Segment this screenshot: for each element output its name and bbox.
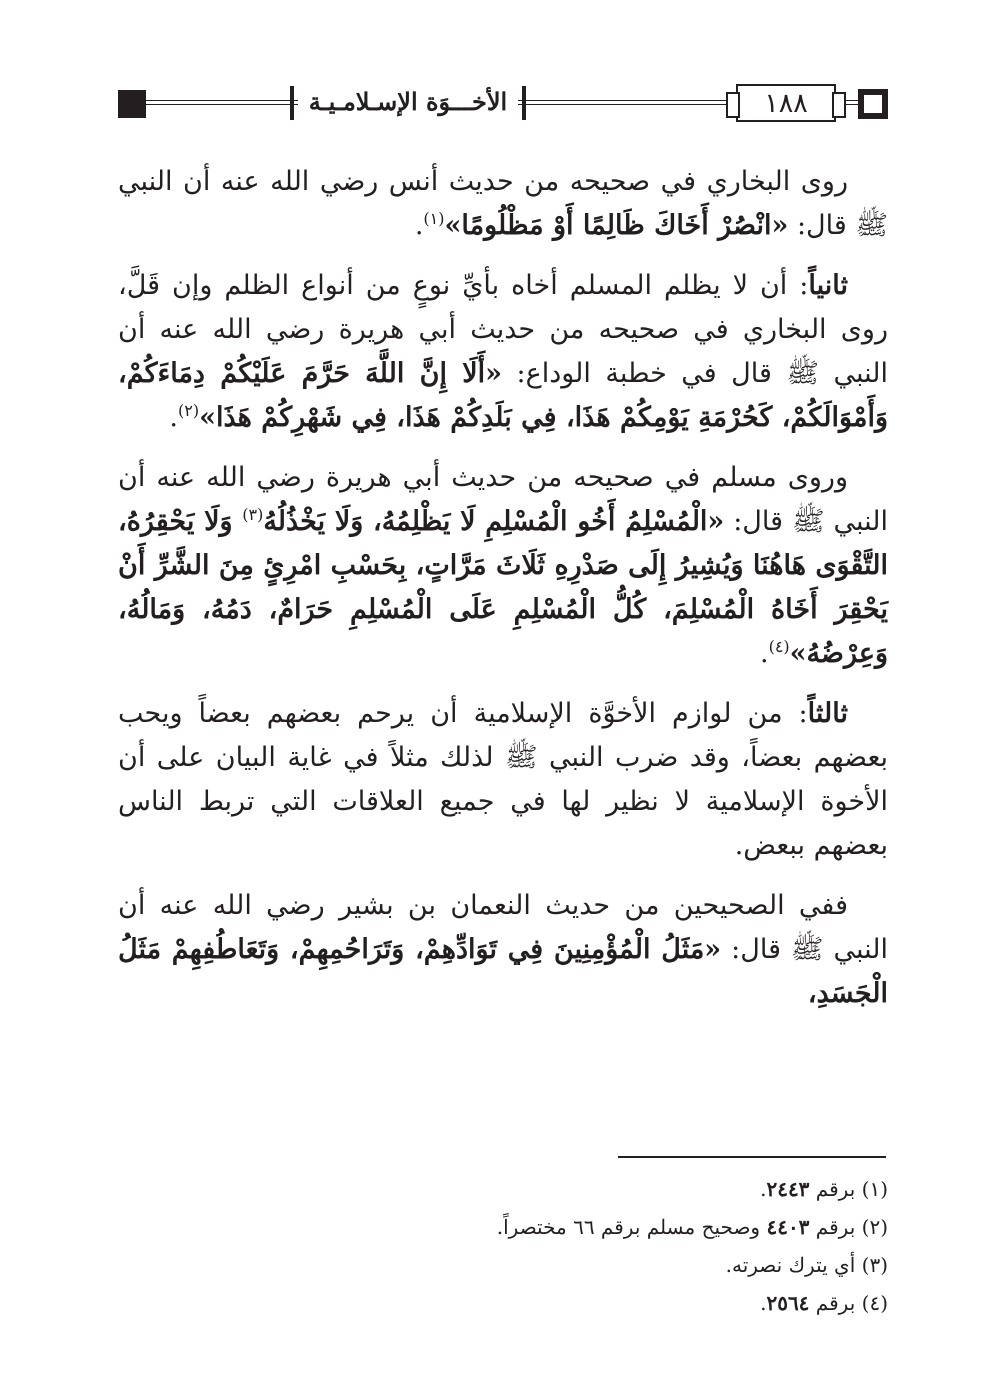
footnote-label: (٣)	[861, 1253, 888, 1277]
footnote-text: برقم	[815, 1215, 856, 1239]
footnote	[118, 1208, 888, 1246]
footnote-number: ٢٤٤٣	[766, 1177, 810, 1201]
footnote-text: أي يترك نصرته.	[725, 1253, 856, 1277]
footnote	[118, 1284, 888, 1322]
text-run: ففي الصحيحين من حديث النعمان بن بشير رضي الله عنه أن النبي ﷺ قال:	[118, 890, 888, 965]
header-divider-bar	[522, 86, 526, 120]
paragraph	[118, 264, 888, 440]
footnote-text: برقم	[815, 1177, 856, 1201]
hadith-quote: «انْصُرْ أَخَاكَ ظَالِمًا أَوْ مَظْلُومًا»	[444, 210, 789, 241]
page-number: ١٨٨	[764, 88, 808, 119]
page-number-frame	[736, 84, 836, 122]
footnote-number: ٤٤٠٣	[766, 1215, 810, 1239]
footnote-label: (١)	[861, 1177, 888, 1201]
header-ornament-square-outline	[858, 89, 888, 119]
text-run: .	[169, 402, 178, 433]
footnote-text: .	[760, 1291, 767, 1315]
footnote-ref[interactable]: (٣)	[242, 505, 264, 524]
footnote-text: برقم	[815, 1291, 856, 1315]
paragraph	[118, 160, 888, 248]
text-run: .	[414, 210, 424, 241]
hadith-quote: «أَلَا إِنَّ اللَّهَ حَرَّمَ عَلَيْكُمْ دِمَاءَكُمْ، وَأَمْوَالَكُمْ، كَحُرْمَةِ يَوْمِكُمْ هَذَا، فِي بَلَدِكُمْ هَذَا، فِي شَهْرِكُمْ هَذَا»	[118, 358, 888, 433]
header-divider-bar	[290, 86, 294, 120]
footnote-label: (٢)	[861, 1215, 888, 1239]
footnotes	[118, 1170, 888, 1322]
footnote-number: ٢٥٦٤	[766, 1291, 810, 1315]
footnote-ref[interactable]: (٢)	[178, 401, 200, 420]
footnote-ref[interactable]: (١)	[423, 209, 445, 228]
page-header	[118, 84, 888, 124]
header-rule-left	[146, 100, 298, 105]
paragraph	[118, 884, 888, 1016]
text-run: : أن لا يظلم المسلم أخاه بأيِّ نوعٍ من أنواع الظلم وإن قَلَّ، روى البخاري في صحيحه من حديث أبي هريرة رضي الله عنه أن النبي ﷺ قال في خطبة الوداع:	[118, 270, 889, 389]
text-run: : من لوازم الأخوَّة الإسلامية أن يرحم بعضهم بعضاً ويحب بعضهم بعضاً، وقد ضرب النبي ﷺ لذلك مثلاً في غاية البيان على أن الأخوة الإسلامية لا نظير لها في جميع العلاقات التي تربط الناس بعضهم ببعض.	[118, 698, 888, 861]
footnote	[118, 1246, 888, 1284]
section-ordinal: ثالثاً	[807, 698, 848, 729]
text-run: وروى مسلم في صحيحه من حديث أبي هريرة رضي الله عنه أن النبي ﷺ قال:	[118, 462, 888, 537]
footnote-text: .	[760, 1177, 767, 1201]
running-title: الأخـــوَة الإسـلامـيـة	[298, 84, 518, 122]
footnote-ref[interactable]: (٤)	[768, 637, 790, 656]
header-ornament-square-solid	[118, 90, 146, 118]
hadith-quote: «الْمُسْلِمُ أَخُو الْمُسْلِمِ لَا يَظْلِمُهُ، وَلَا يَخْذُلُهُ	[263, 506, 725, 537]
footnote-separator	[618, 1156, 886, 1158]
main-text	[118, 160, 888, 1032]
footnote-text: وصحيح مسلم برقم ٦٦ مختصراً.	[496, 1215, 767, 1239]
footnote	[118, 1170, 888, 1208]
paragraph	[118, 692, 888, 868]
text-run: .	[759, 638, 769, 669]
paragraph	[118, 456, 888, 676]
text-run: روى البخاري في صحيحه من حديث أنس رضي الله عنه أن النبي ﷺ قال:	[118, 166, 888, 241]
hadith-quote: «مَثَلُ الْمُؤْمِنِينَ فِي تَوَادِّهِمْ، وَتَرَاحُمِهِمْ، وَتَعَاطُفِهِمْ مَثَلُ الْجَسَدِ،	[118, 934, 888, 1009]
footnote-label: (٤)	[861, 1291, 888, 1315]
hadith-quote: وَلَا يَحْقِرُهُ، التَّقْوَى هَاهُنَا وَيُشِيرُ إِلَى صَدْرِهِ ثَلَاثَ مَرَّاتٍ، بِحَسْبِ امْرِئٍ مِنَ الشَّرِّ أَنْ يَحْقِرَ أَخَاهُ الْمُسْلِمَ، كُلُّ الْمُسْلِمِ عَلَى الْمُسْلِمِ حَرَامٌ، دَمُهُ، وَمَالُهُ، وَعِرْضُهُ»	[118, 506, 888, 669]
section-ordinal: ثانياً	[808, 270, 848, 301]
